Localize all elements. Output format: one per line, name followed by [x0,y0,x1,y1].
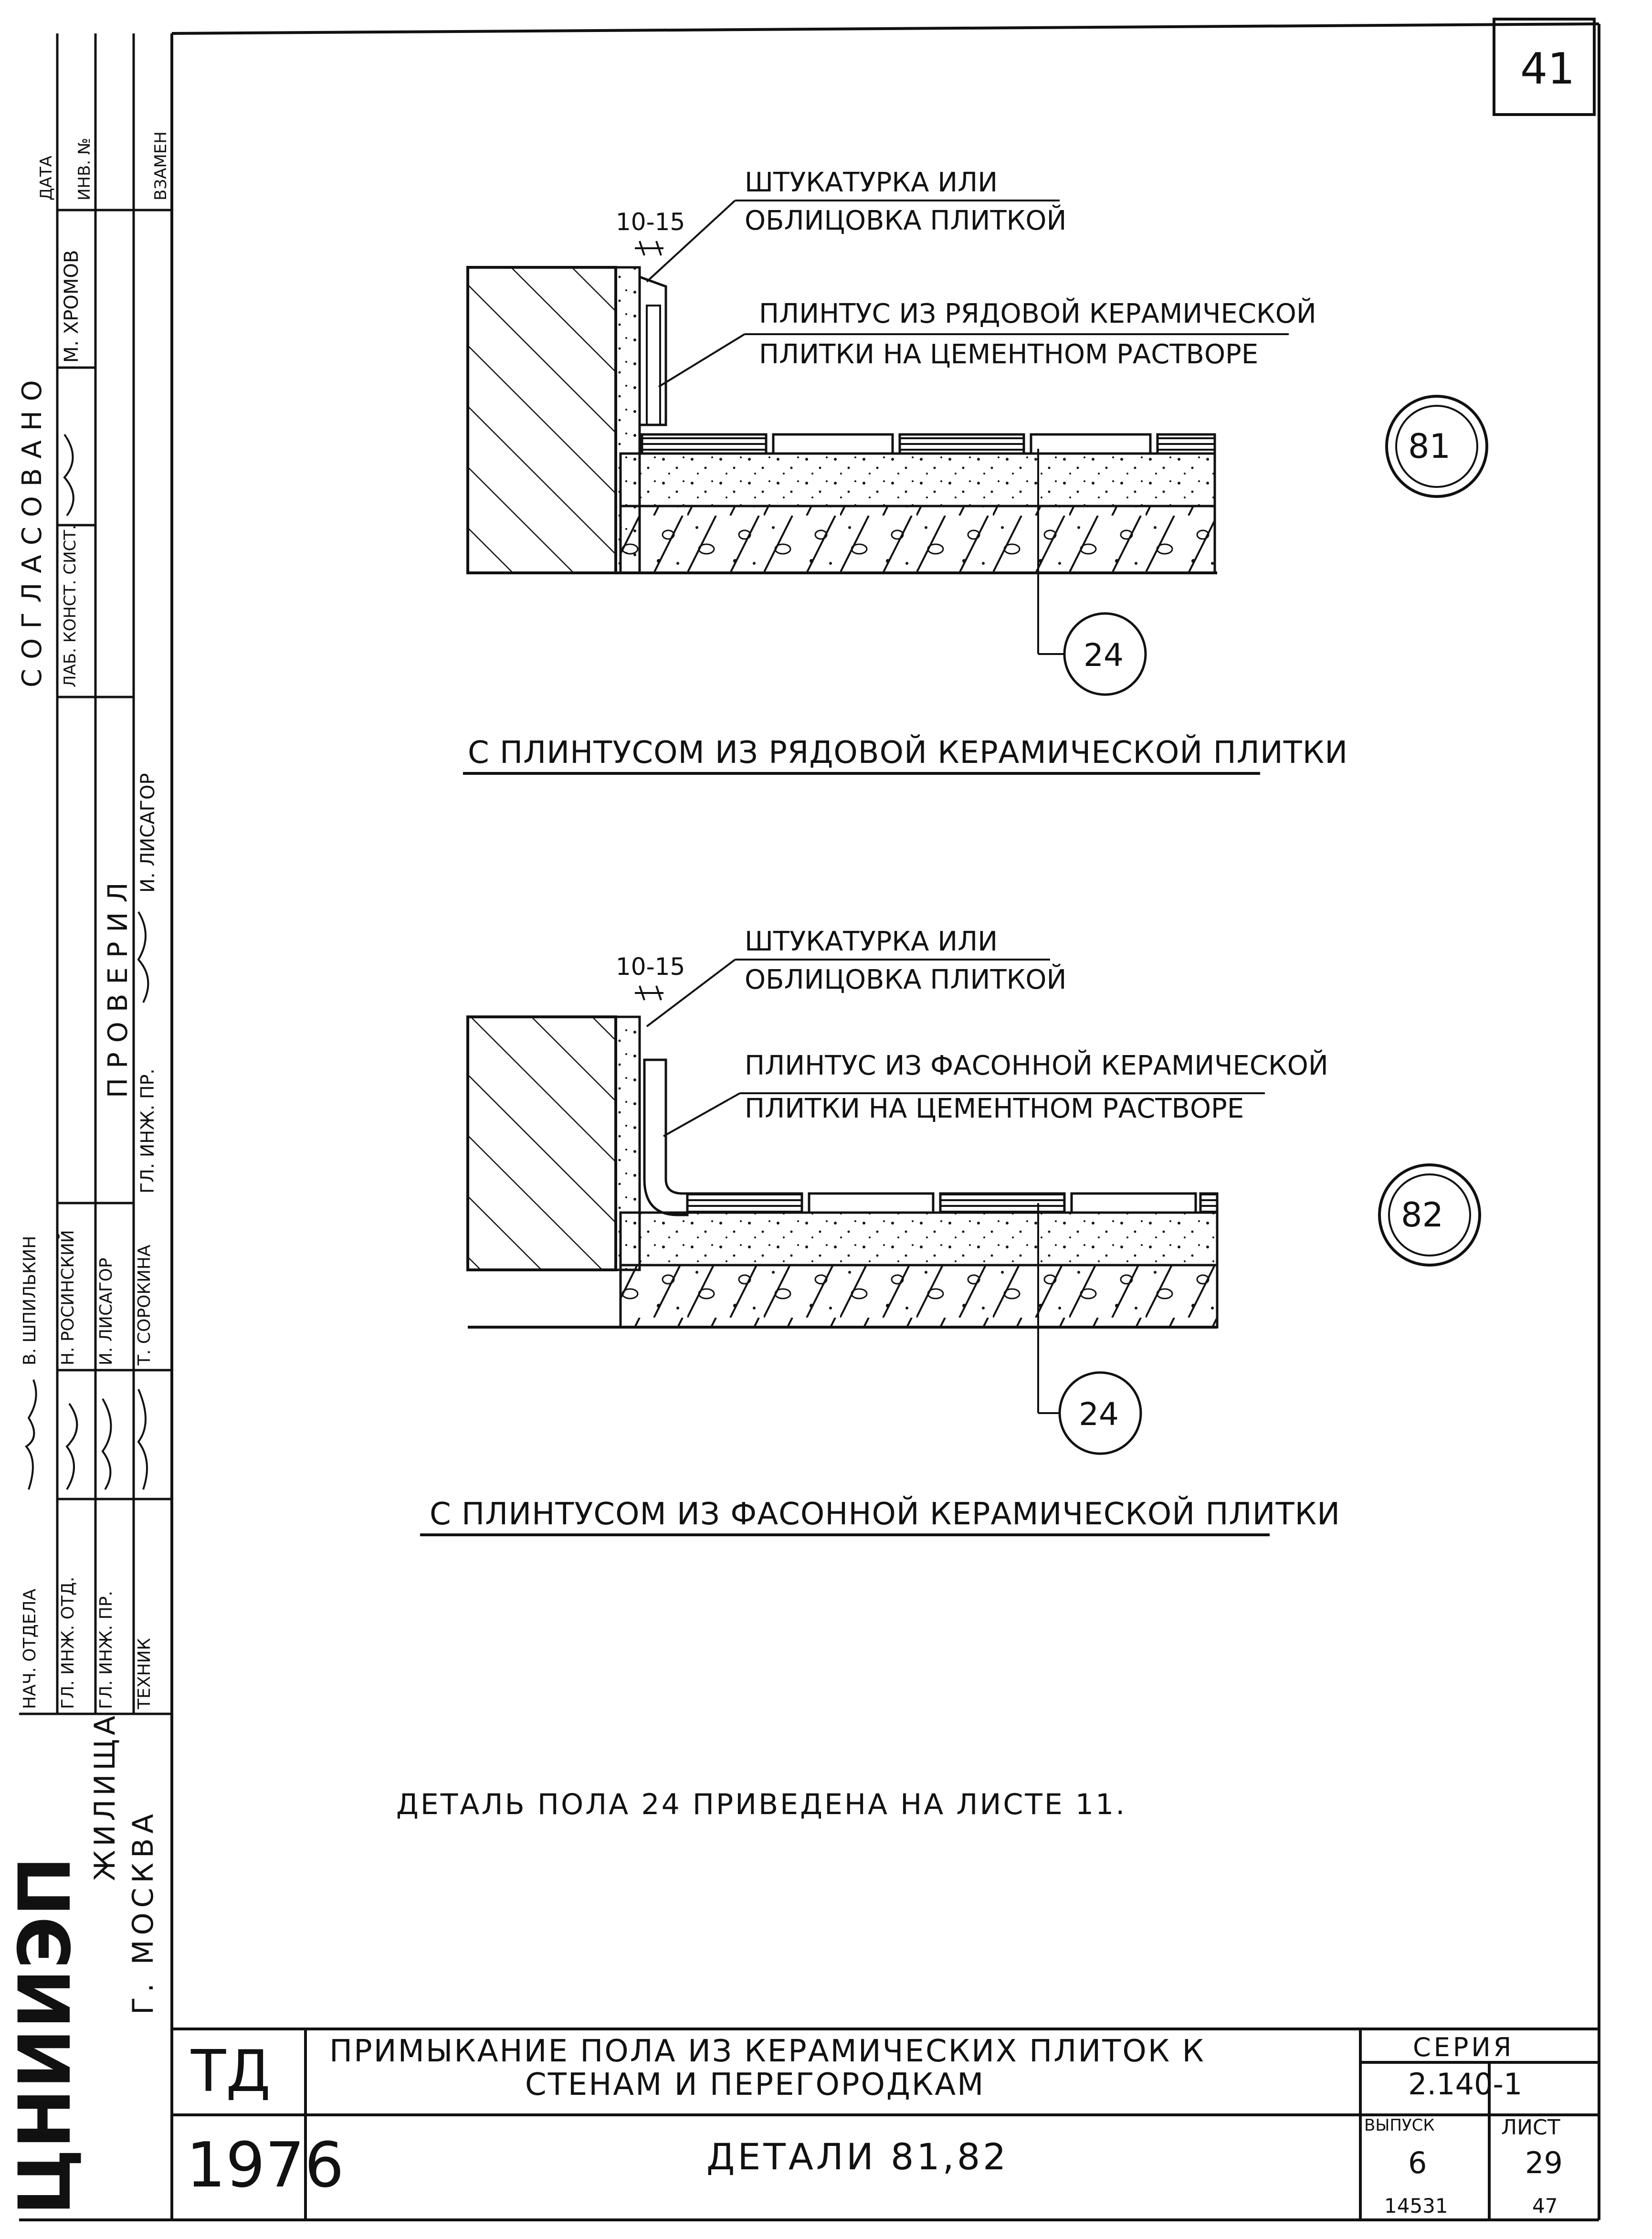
sheet-label: ЛИСТ [1501,2115,1560,2140]
series-label: СЕРИЯ [1413,2032,1515,2062]
detail-81-callout-plinth-2: ПЛИТКИ НА ЦЕМЕНТНОМ РАСТВОРЕ [759,339,1259,370]
detail-82-caption: С ПЛИНТУСОМ ИЗ ФАСОННОЙ КЕРАМИЧЕСКОЙ ПЛИТКИ [430,1497,1340,1532]
side-org: ЦНИИЭП [4,1856,87,2215]
title-code: ТД [191,2038,271,2105]
detail-82-callout-plaster-2: ОБЛИЦОВКА ПЛИТКОЙ [745,964,1067,995]
series-value: 2.140-1 [1408,2067,1523,2102]
side-agreed-label: СОГЛАСОВАНО [17,370,48,687]
issue-value: 6 [1408,2145,1427,2180]
side-staff-role-1: НАЧ. ОТДЕЛА [20,1588,40,1709]
side-org-sub: ЖИЛИЩА [88,1711,122,1881]
side-staff-role-4: ТЕХНИК [135,1638,154,1709]
detail-81-callout-plaster-1: ШТУКАТУРКА ИЛИ [745,167,998,198]
sheet-value: 29 [1525,2145,1563,2180]
detail-82-floor-ref: 24 [1079,1396,1119,1433]
detail-82-callout-plaster-1: ШТУКАТУРКА ИЛИ [745,926,998,957]
side-checked-label: ПРОВЕРИЛ [103,873,134,1098]
side-agreed-name: М. ХРОМОВ [61,250,83,363]
side-header-date: ДАТА [37,156,56,201]
detail-81-floor-ref: 24 [1084,637,1124,674]
archive-number: 14531 [1384,2194,1448,2218]
detail-82-joint-dim: 10-15 [616,953,685,981]
side-staff-role-3: ГЛ. ИНЖ. ПР. [96,1591,116,1709]
side-checked-role: ГЛ. ИНЖ. ПР. [137,1068,158,1193]
title-subtitle: ДЕТАЛИ 81,82 [706,2135,1009,2178]
detail-81-callout-plaster-2: ОБЛИЦОВКА ПЛИТКОЙ [745,205,1067,236]
title-line-2: СТЕНАМ И ПЕРЕГОРОДКАМ [525,2067,985,2102]
side-staff-name-4: Т. СОРОКИНА [135,1245,154,1365]
detail-82-callout-plinth-2: ПЛИТКИ НА ЦЕМЕНТНОМ РАСТВОРЕ [745,1093,1244,1124]
side-staff-name-3: И. ЛИСАГОР [96,1257,116,1365]
side-header-replace: ВЗАМЕН [151,131,170,201]
archive-sheet: 47 [1532,2194,1558,2218]
issue-label: ВЫПУСК [1364,2116,1435,2135]
title-year: 1976 [186,2129,344,2201]
side-city: Г. МОСКВА [126,1809,160,2015]
side-staff-name-1: В. ШПИЛЬКИН [20,1236,40,1365]
side-agreed-role: ЛАБ. КОНСТ. СИСТ. [61,525,80,687]
side-checked-name: И. ЛИСАГОР [137,773,159,893]
detail-82-number: 82 [1401,1195,1444,1235]
detail-81-caption: С ПЛИНТУСОМ ИЗ РЯДОВОЙ КЕРАМИЧЕСКОЙ ПЛИТКИ [468,735,1348,771]
detail-81-number: 81 [1408,427,1451,466]
detail-81-callout-plinth-1: ПЛИНТУС ИЗ РЯДОВОЙ КЕРАМИЧЕСКОЙ [759,298,1316,329]
side-header-inv: ИНВ. № [75,137,94,201]
sheet-number: 41 [1520,44,1575,94]
side-staff-role-2: ГЛ. ИНЖ. ОТД. [58,1576,78,1709]
side-staff-name-2: Н. РОСИНСКИЙ [58,1230,78,1365]
detail-82-callout-plinth-1: ПЛИНТУС ИЗ ФАСОННОЙ КЕРАМИЧЕСКОЙ [745,1050,1328,1081]
detail-81-joint-dim: 10-15 [616,208,685,236]
title-line-1: ПРИМЫКАНИЕ ПОЛА ИЗ КЕРАМИЧЕСКИХ ПЛИТОК К [329,2034,1205,2069]
general-note: ДЕТАЛЬ ПОЛА 24 ПРИВЕДЕНА НА ЛИСТЕ 11. [396,1788,1127,1821]
